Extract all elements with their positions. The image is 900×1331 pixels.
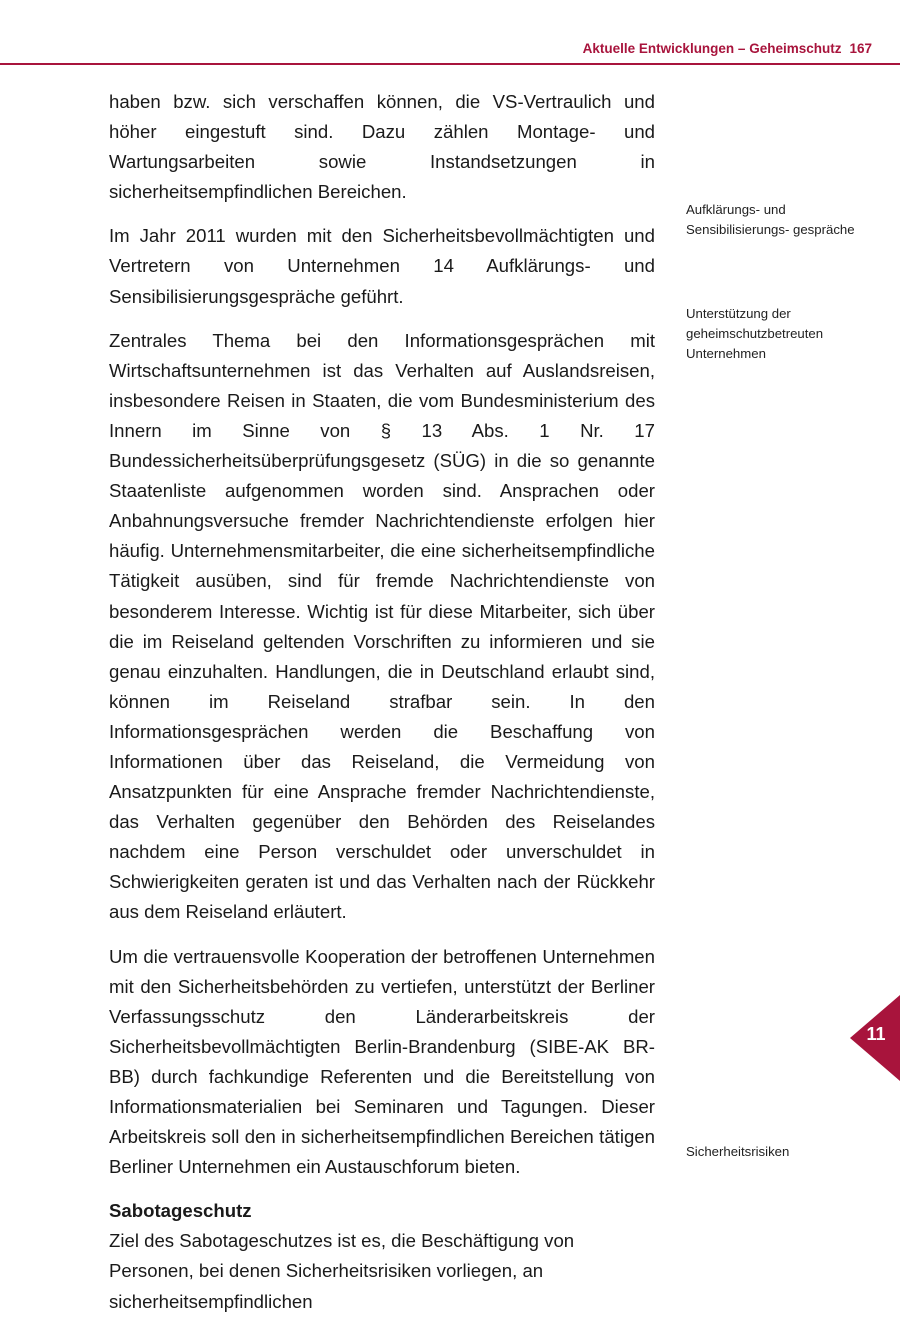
running-header	[583, 41, 872, 56]
page-number: 167	[849, 41, 872, 56]
paragraph-3: Zentrales Thema bei den Informationsgesprächen mit Wirtschaftsunternehmen ist das Verhalten auf Auslandsreisen, insbesondere Reisen in Staaten, die vom Bundesministerium des Innern im Sinne von § 13 Abs. 1 Nr. 17 Bundessicherheitsüberprüfungsgesetz (SÜG) in die so genannte Staatenliste aufgenommen worden sind. Ansprachen oder Anbahnungsversuche fremder Nachrichtendienste erfolgen hier häufig. Unternehmensmitarbeiter, die eine sicherheitsempfindliche Tätigkeit ausüben, sind für fremde Nachrichtendienste von besonderem Interesse. Wichtig ist für diese Mitarbeiter, sich über die im Reiseland geltenden Vorschriften zu informieren und sie genau einzuhalten. Handlungen, die in Deutschland erlaubt sind, können im Reiseland strafbar sein. In den Informationsgesprächen werden die Beschaffung von Informationen über das Reiseland, die Vermeidung von Ansatzpunkten für eine Ansprache fremder Nachrichtendienste, das Verhalten gegenüber den Behörden des Reiselandes nachdem eine Person verschuldet oder unverschuldet in Schwierigkeiten geraten ist und das Verhalten nach der Rückkehr aus dem Reiseland erläutert.	[109, 329, 655, 923]
paragraph-2: Im Jahr 2011 wurden mit den Sicherheitsbevollmächtigten und Vertretern von Unternehmen 14 Aufklärungs- und Sensibilisierungsgespräche geführt.	[109, 225, 655, 307]
margin-note-1: Aufklärungs- und Sensibilisierungs- gespräche	[686, 202, 855, 237]
chapter-number: 11	[866, 1024, 886, 1044]
section-heading: Sabotageschutz	[109, 1200, 252, 1222]
margin-note-3: Sicherheitsrisiken	[686, 1144, 790, 1159]
header-title: Aktuelle Entwicklungen – Geheimschutz	[582, 41, 842, 56]
paragraph-4: Um die vertrauensvolle Kooperation der betroffenen Unternehmen mit den Sicherheitsbehörden zu vertiefen, unterstützt der Berliner Verfassungsschutz den Länderarbeitskreis der Sicherheitsbevollmächtigten Berlin-Brandenburg (SIBE-AK BR-BB) durch fachkundige Referenten und die Bereitstellung von Informationsmaterialien bei Seminaren und Tagungen. Dieser Arbeitskreis soll den in sicherheitsempfindlichen Bereichen tätigen Berliner Unternehmen ein Austauschforum bieten.	[109, 945, 655, 1178]
margin-note-2: Unterstützung der geheimschutzbetreuten Unternehmen	[686, 306, 824, 361]
paragraph-1: haben bzw. sich verschaffen können, die VS-Vertraulich und höher eingestuft sind. Dazu zählen Montage- und Wartungsarbeiten sowie Instandsetzungen in sicherheitsempfindlichen Bereichen.	[109, 91, 655, 203]
section-paragraph: Ziel des Sabotageschutzes ist es, die Beschäftigung von Personen, bei denen Sicherheitsrisiken vorliegen, an sicherheitsempfindlichen	[109, 1230, 575, 1312]
header-rule	[0, 63, 900, 65]
main-text-column	[109, 87, 655, 1331]
